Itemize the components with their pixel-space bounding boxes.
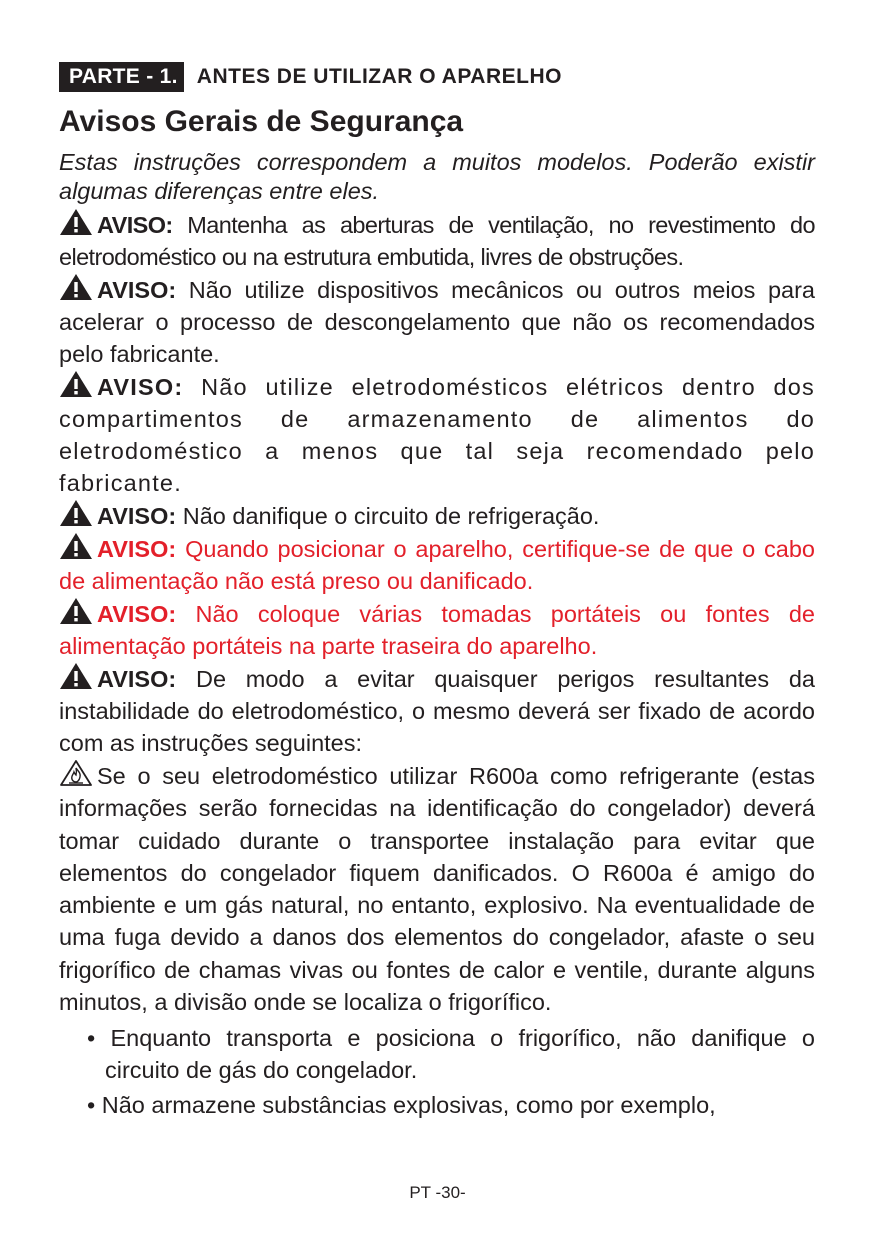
warning-triangle-icon xyxy=(59,208,93,236)
warning-label: AVISO: xyxy=(97,666,177,692)
flammable-warning-icon xyxy=(59,759,93,787)
warning-text: Não coloque várias tomadas portáteis ou fontes de alimentação portáteis na parte traseira do aparelho. xyxy=(59,601,815,659)
part-badge: PARTE - 1. xyxy=(59,62,184,92)
warning-4 xyxy=(59,499,815,532)
warning-triangle-icon xyxy=(59,597,93,625)
section-header xyxy=(59,60,815,94)
warning-triangle-icon xyxy=(59,532,93,560)
warning-1 xyxy=(59,208,815,273)
intro-text: Estas instruções correspondem a muitos modelos. Poderão existir algumas diferenças entre eles. xyxy=(59,149,815,204)
manual-page xyxy=(59,60,815,1124)
page-number: PT -30- xyxy=(409,1183,466,1202)
warning-2 xyxy=(59,273,815,370)
list-item-text: Não armazene substâncias explosivas, como por exemplo, xyxy=(101,1092,716,1119)
warning-text: Não danifique o circuito de refrigeração. xyxy=(182,503,600,529)
warning-text: De modo a evitar quaisquer perigos resultantes da instabilidade do eletrodoméstico, o mesmo deverá ser fixado de acordo com as instruções seguintes: xyxy=(59,666,816,756)
warning-text: Não utilize dispositivos mecânicos ou outros meios para acelerar o processo de descongelamento que não os recomendados pelo fabricante. xyxy=(59,277,815,367)
warning-text: Não utilize eletrodomésticos elétricos dentro dos compartimentos de armazenamento de alimentos do eletrodoméstico a menos que tal seja recomendado pelo fabricante. xyxy=(59,374,815,496)
warning-label: AVISO: xyxy=(97,503,177,529)
warning-6 xyxy=(59,597,815,662)
warning-triangle-icon xyxy=(59,370,93,398)
warning-triangle-icon xyxy=(59,662,93,690)
warning-text: Quando posicionar o aparelho, certifique-se de que o cabo de alimentação não está preso ou danificado. xyxy=(59,536,815,594)
warning-triangle-icon xyxy=(59,273,93,301)
part-title: ANTES DE UTILIZAR O APARELHO xyxy=(196,65,562,88)
warning-triangle-icon xyxy=(59,499,93,527)
warning-7 xyxy=(59,662,815,759)
warning-label: AVISO: xyxy=(97,212,173,238)
flammable-note-text: Se o seu eletrodoméstico utilizar R600a como refrigerante (estas informações serão fornecidas na identificação do congelador) deverá tomar cuidado durante o transportee instalação para evitar que elementos do congelador fiquem danificados. O R600a é amigo do ambiente e um gás natural, no entanto, explosivo. Na eventualidade de uma fuga devido a danos dos elementos do congelador, afaste o seu frigorífico de chamas vivas ou fontes de calor e ventile, durante alguns minutos, a divisão onde se localiza o frigorífico. xyxy=(59,763,815,1016)
warning-text: Mantenha as aberturas de ventilação, no revestimento do eletrodoméstico ou na estrutura embutida, livres de obstruções. xyxy=(59,212,815,270)
warning-3 xyxy=(59,370,815,499)
warning-label: AVISO: xyxy=(97,374,184,400)
warning-label: AVISO: xyxy=(97,536,177,562)
page-title: Avisos Gerais de Segurança xyxy=(59,105,464,138)
list-item-text: Enquanto transporta e posiciona o frigorífico, não danifique o circuito de gás do congelador. xyxy=(105,1025,815,1084)
bullet-list xyxy=(59,1022,815,1121)
flammable-note xyxy=(59,759,815,1018)
list-item: • Enquanto transporta e posiciona o frigorífico, não danifique o circuito de gás do congelador. xyxy=(87,1025,815,1084)
warning-5 xyxy=(59,532,815,597)
warning-label: AVISO: xyxy=(97,601,177,627)
warning-label: AVISO: xyxy=(97,277,177,303)
list-item: • Não armazene substâncias explosivas, como por exemplo, xyxy=(87,1092,716,1119)
